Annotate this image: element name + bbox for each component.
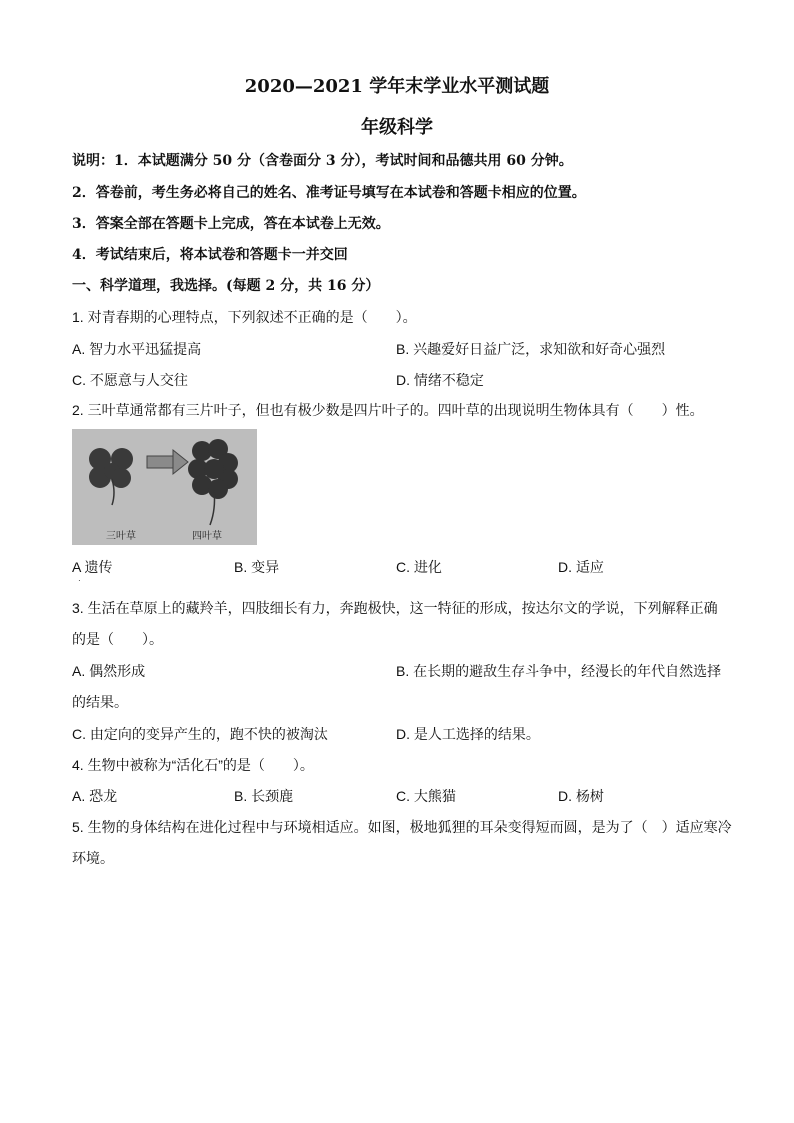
figure-caption-four-leaf: 四叶草 <box>192 531 222 542</box>
question-5-stem-line1: 5. 生物的身体结构在进化过程中与环境相适应。如图，极地狐狸的耳朵变得短而圆，是为了（ ）适应寒冷 <box>72 819 732 835</box>
question-3-option-c: C. 由定向的变异产生的，跑不快的被淘汰 <box>72 726 328 742</box>
question-3-option-b: B. 在长期的避敌生存斗争中，经漫长的年代自然选择 <box>396 663 722 679</box>
section-heading: 一、科学道理，我选择。(每题 2 分，共 16 分） <box>72 278 380 294</box>
question-4-option-d: D. 杨树 <box>558 788 604 804</box>
question-2-option-b: B. 变异 <box>234 559 280 575</box>
question-4-option-b: B. 长颈鹿 <box>234 788 294 804</box>
instruction-1: 说明：1．本试题满分 50 分（含卷面分 3 分），考试时间和品德共用 60 分钟。 <box>72 153 573 169</box>
question-4-option-c: C. 大熊猫 <box>396 788 456 804</box>
question-1-option-d: D. 情绪不稳定 <box>396 372 484 388</box>
question-3-option-a: A. 偶然形成 <box>72 663 146 679</box>
instruction-4: 4．考试结束后，将本试卷和答题卡一并交回 <box>72 247 348 263</box>
question-3-stem-line2: 的是（ ）。 <box>72 631 163 647</box>
figure-caption-three-leaf: 三叶草 <box>106 531 136 542</box>
question-5-stem-line2: 环境。 <box>72 850 114 866</box>
question-3-option-d: D. 是人工选择的结果。 <box>396 726 540 742</box>
exam-title: 2020—2021 学年末学业水平测试题 <box>244 76 550 97</box>
question-3-option-b-cont: 的结果。 <box>72 694 128 710</box>
question-1-stem: 1. 对青春期的心理特点，下列叙述不正确的是（ ）。 <box>72 309 417 325</box>
exam-subtitle: 年级科学 <box>361 117 433 138</box>
stray-dot: · <box>78 576 81 585</box>
clover-figure <box>72 429 257 545</box>
question-1-option-c: C. 不愿意与人交往 <box>72 372 188 388</box>
question-2-stem: 2. 三叶草通常都有三片叶子，但也有极少数是四片叶子的。四叶草的出现说明生物体具有（ ）性。 <box>72 402 704 418</box>
question-2-option-d: D. 适应 <box>558 559 604 575</box>
question-2-option-a: A 遗传 <box>72 559 113 575</box>
question-3-stem-line1: 3. 生活在草原上的藏羚羊，四肢细长有力，奔跑极快，这一特征的形成，按达尔文的学说，下列解释正确 <box>72 600 718 616</box>
question-2-option-c: C. 进化 <box>396 559 442 575</box>
clover-illustration <box>72 429 257 545</box>
question-4-option-a: A. 恐龙 <box>72 788 118 804</box>
instruction-2: 2．答卷前，考生务必将自己的姓名、准考证号填写在本试卷和答题卡相应的位置。 <box>72 185 586 201</box>
question-1-option-b: B. 兴趣爱好日益广泛，求知欲和好奇心强烈 <box>396 341 666 357</box>
question-1-option-a: A. 智力水平迅猛提高 <box>72 341 202 357</box>
instruction-3: 3．答案全部在答题卡上完成，答在本试卷上无效。 <box>72 216 390 232</box>
question-4-stem: 4. 生物中被称为“活化石”的是（ ）。 <box>72 757 314 773</box>
